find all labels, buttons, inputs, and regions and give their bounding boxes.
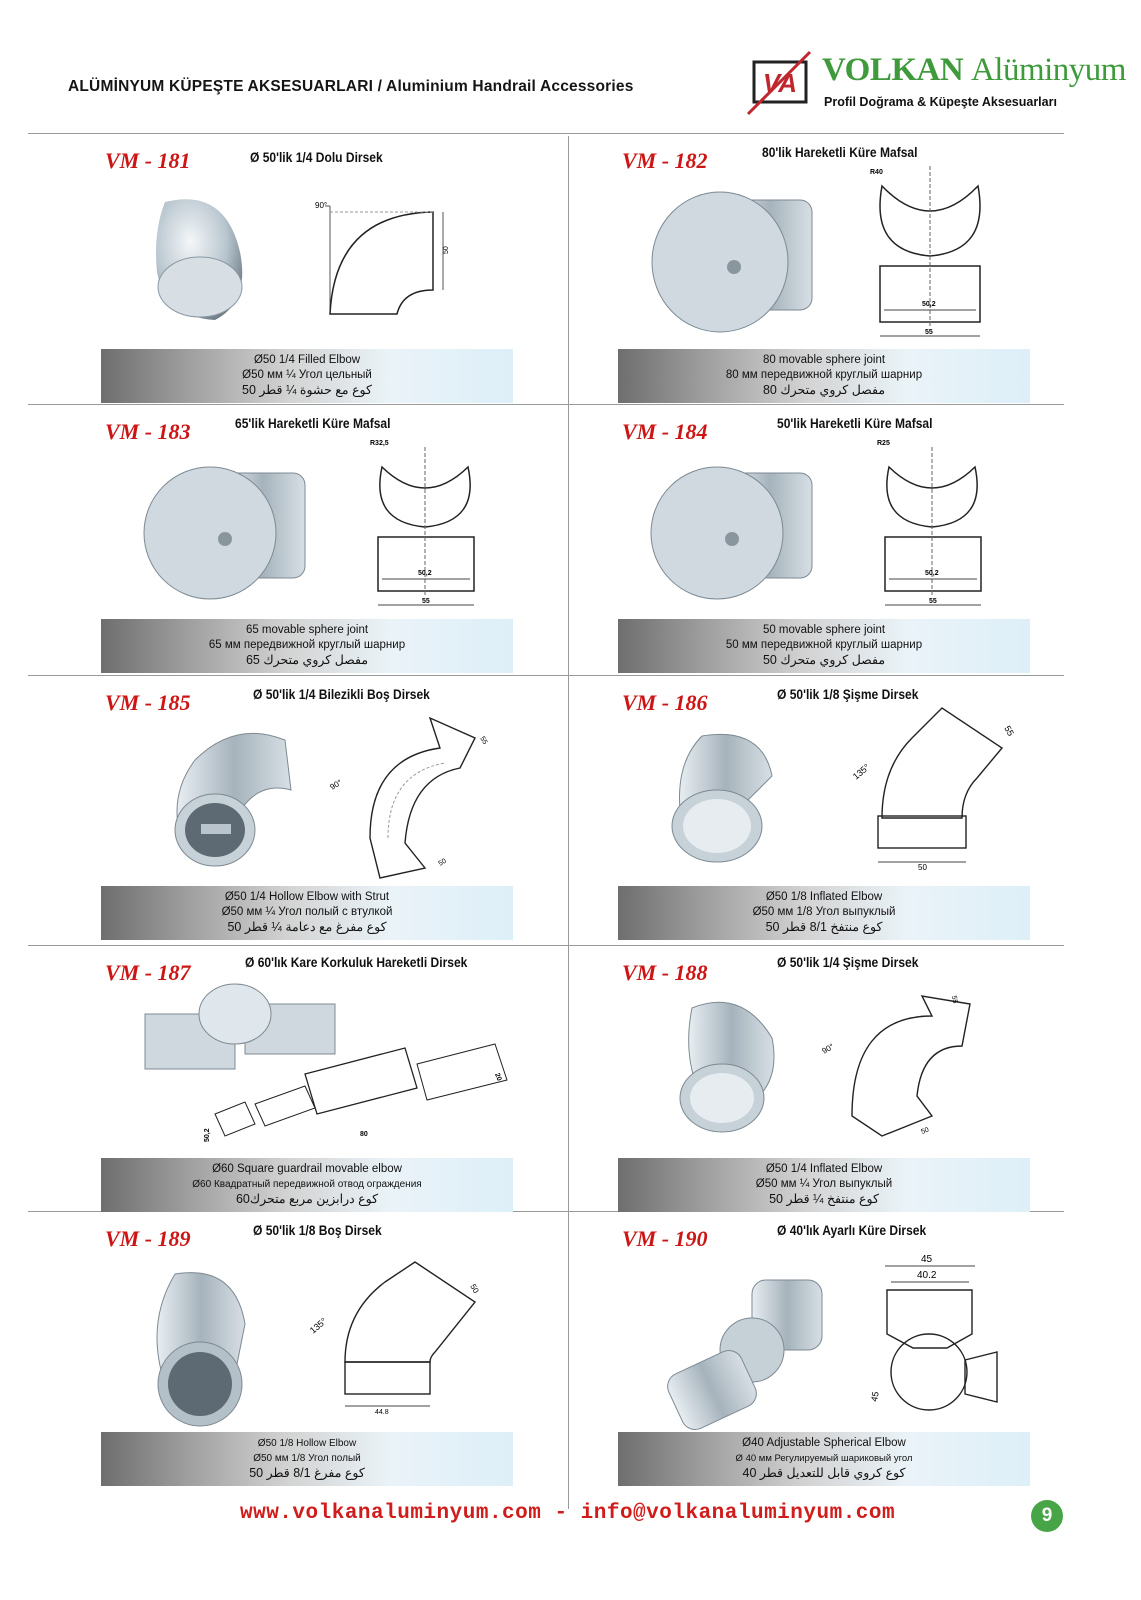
- brand-name: VOLKAN Alüminyum: [822, 52, 1126, 88]
- product-title: 65'lik Hareketli Küre Mafsal: [235, 415, 391, 431]
- svg-text:90°: 90°: [820, 1041, 836, 1056]
- product-code: VM - 185: [105, 690, 191, 715]
- svg-text:135°: 135°: [850, 761, 872, 782]
- technical-drawing: [370, 437, 490, 617]
- product-card-vm-183: [105, 407, 645, 677]
- product-photo-sphere-joint: [135, 455, 335, 605]
- svg-text:55: 55: [1002, 724, 1016, 738]
- svg-text:90°: 90°: [328, 777, 344, 792]
- technical-drawing: [857, 1252, 1007, 1422]
- product-title: Ø 50'lik 1/4 Dolu Dirsek: [250, 149, 383, 165]
- svg-text:50: 50: [918, 863, 927, 872]
- page-header-title: ALÜMİNYUM KÜPEŞTE AKSESUARLARI / Aluminium Handrail Accessories: [68, 78, 634, 95]
- product-card-vm-188: [622, 948, 1141, 1218]
- product-caption: Ø50 1/4 Inflated Elbow Ø50 мм ¼ Угол выпуклый كوع منتفخ ¼ قطر 50: [618, 1158, 1030, 1212]
- technical-drawing: [852, 698, 1022, 878]
- svg-text:50: 50: [468, 1282, 481, 1295]
- product-caption: Ø50 1/8 Inflated Elbow Ø50 мм 1/8 Угол выпуклый كوع منتفخ 8/1 قطر 50: [618, 886, 1030, 940]
- svg-text:50: 50: [443, 246, 450, 254]
- technical-drawing: [305, 194, 465, 324]
- product-caption: Ø60 Square guardrail movable elbow Ø60 Квадратный передвижной отвод ограждения كوع درابزين مربع متحرك60: [101, 1158, 513, 1212]
- product-card-vm-185: [105, 678, 645, 948]
- product-code: VM - 190: [622, 1226, 708, 1251]
- product-code: VM - 184: [622, 419, 708, 444]
- product-title: Ø 40'lık Ayarlı Küre Dirsek: [777, 1222, 927, 1238]
- svg-text:50,2: 50,2: [922, 301, 936, 308]
- product-photo-sphere-joint: [642, 182, 842, 342]
- product-caption: 65 movable sphere joint 65 мм передвижной круглый шарнир مفصل كروي متحرك 65: [101, 619, 513, 673]
- svg-text:90°: 90°: [315, 201, 328, 210]
- header-divider: [28, 133, 1064, 134]
- svg-text:55: 55: [950, 995, 959, 1005]
- svg-text:45: 45: [869, 1390, 881, 1403]
- product-photo-spherical-elbow: [652, 1270, 842, 1430]
- product-card-vm-181: [105, 136, 645, 406]
- svg-text:R32,5: R32,5: [370, 440, 389, 447]
- product-title: Ø 50'lik 1/4 Bilezikli Boş Dirsek: [253, 686, 430, 702]
- product-title: Ø 50'lik 1/8 Şişme Dirsek: [777, 686, 919, 702]
- product-code: VM - 188: [622, 960, 708, 985]
- svg-text:R40: R40: [870, 169, 883, 176]
- svg-text:55: 55: [929, 598, 937, 605]
- product-caption: 50 movable sphere joint 50 мм передвижной круглый шарнир مفصل كروي متحرك 50: [618, 619, 1030, 673]
- svg-text:44.8: 44.8: [375, 1409, 389, 1416]
- product-card-vm-182: [622, 136, 1141, 406]
- svg-text:135°: 135°: [307, 1315, 329, 1336]
- product-caption: Ø50 1/8 Hollow Elbow Ø50 мм 1/8 Угол полый كوع مفرغ 8/1 قطر 50: [101, 1432, 513, 1486]
- product-code: VM - 187: [105, 960, 191, 985]
- product-code: VM - 182: [622, 148, 708, 173]
- svg-text:20: 20: [493, 1072, 503, 1083]
- product-title: Ø 60'lık Kare Korkuluk Hareketli Dirsek: [245, 954, 468, 970]
- product-card-vm-184: [622, 407, 1141, 677]
- svg-text:55: 55: [925, 329, 933, 336]
- product-photo-filled-elbow: [145, 192, 265, 332]
- product-caption: 80 movable sphere joint 80 мм передвижной круглый шарнир مفصل كروي متحرك 80: [618, 349, 1030, 403]
- product-caption: Ø50 1/4 Hollow Elbow with Strut Ø50 мм ¼ Угол полый с втулкой كوع مفرغ مع دعامة ¼ قطر 50: [101, 886, 513, 940]
- brand-logo: [740, 48, 1126, 120]
- product-photo-hollow-elbow: [145, 1264, 265, 1434]
- product-title: 80'lik Hareketli Küre Mafsal: [762, 144, 918, 160]
- svg-text:50: 50: [920, 1126, 931, 1136]
- technical-drawing: [877, 437, 997, 617]
- technical-drawing: [822, 986, 982, 1146]
- technical-drawing: [195, 1044, 525, 1164]
- svg-text:50,2: 50,2: [204, 1128, 211, 1142]
- product-caption: Ø50 1/4 Filled Elbow Ø50 мм ¼ Угол цельный كوع مع حشوة ¼ قطر 50: [101, 349, 513, 403]
- product-card-vm-190: [622, 1214, 1141, 1484]
- product-code: VM - 183: [105, 419, 191, 444]
- brand-tagline: Profil Doğrama & Küpeşte Aksesuarları: [824, 95, 1057, 109]
- svg-text:50: 50: [437, 857, 448, 868]
- product-code: VM - 189: [105, 1226, 191, 1251]
- product-card-vm-186: [622, 678, 1141, 948]
- footer-contact: www.volkanaluminyum.com - info@volkanaluminyum.com: [240, 1502, 896, 1525]
- product-card-vm-187: [105, 948, 645, 1218]
- product-photo-inflated-elbow: [662, 726, 792, 866]
- svg-text:45: 45: [921, 1254, 933, 1265]
- svg-text:55: 55: [422, 598, 430, 605]
- product-caption: Ø40 Adjustable Spherical Elbow Ø 40 мм Регулируемый шариковый угол كوع كروي قابل للتعديل قطر 40: [618, 1432, 1030, 1486]
- product-photo-sphere-joint: [642, 455, 842, 605]
- product-photo-inflated-elbow: [662, 988, 792, 1138]
- volkan-logo-mark-icon: [740, 48, 818, 118]
- page-number-badge: 9: [1031, 1500, 1063, 1532]
- product-card-vm-189: [105, 1214, 645, 1484]
- product-code: VM - 181: [105, 148, 191, 173]
- product-code: VM - 186: [622, 690, 708, 715]
- svg-text:55: 55: [478, 735, 489, 746]
- svg-text:R25: R25: [877, 440, 890, 447]
- product-photo-hollow-elbow: [165, 720, 305, 870]
- svg-text:VA: VA: [762, 68, 798, 98]
- technical-drawing: [330, 718, 500, 878]
- technical-drawing: [305, 1242, 505, 1416]
- technical-drawing: [870, 166, 990, 346]
- product-title: Ø 50'lik 1/8 Boş Dirsek: [253, 1222, 382, 1238]
- svg-text:50,2: 50,2: [418, 570, 432, 577]
- svg-text:50,2: 50,2: [925, 570, 939, 577]
- product-title: Ø 50'lik 1/4 Şişme Dirsek: [777, 954, 919, 970]
- svg-text:80: 80: [360, 1131, 368, 1138]
- svg-text:40.2: 40.2: [917, 1270, 937, 1281]
- product-title: 50'lik Hareketli Küre Mafsal: [777, 415, 933, 431]
